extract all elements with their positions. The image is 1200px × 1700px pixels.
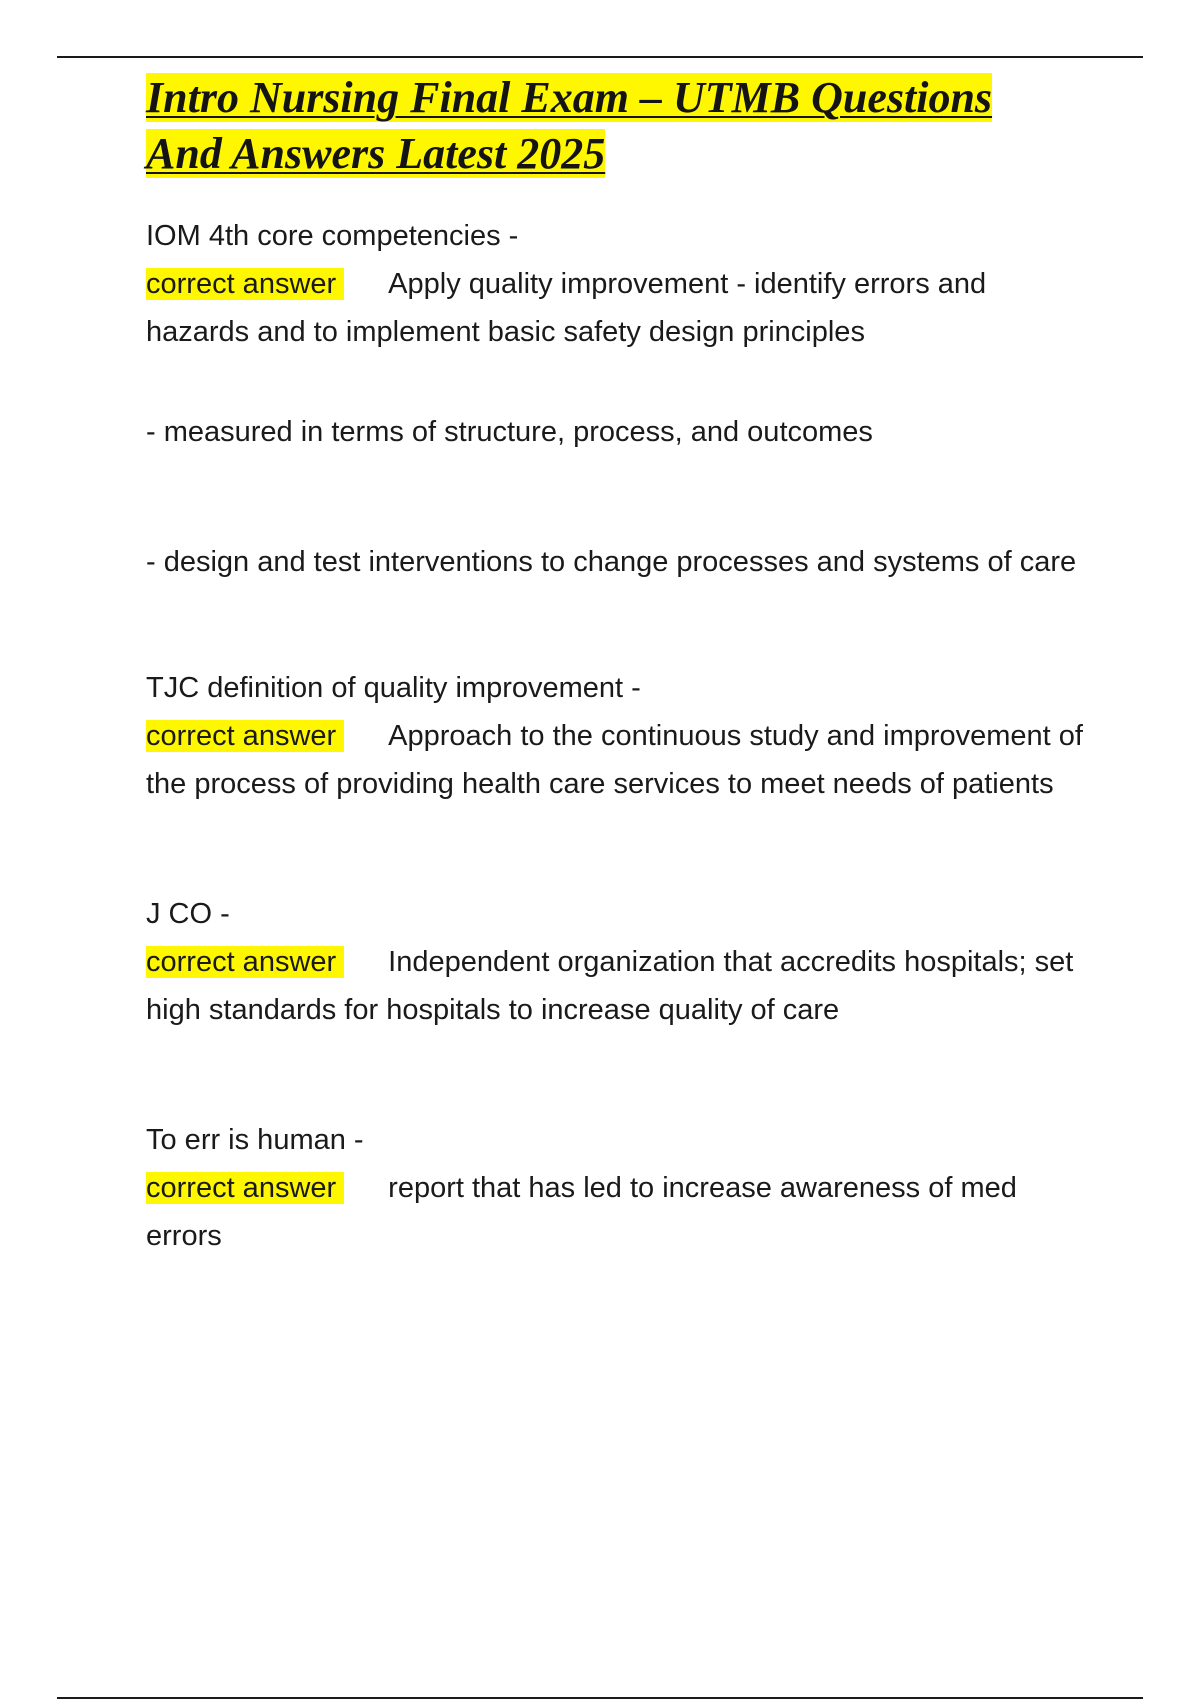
correct-answer-label: correct answer [146, 946, 344, 978]
answer-bullet: - design and test interventions to change processes and systems of care [146, 546, 1077, 578]
question-text: J CO - [146, 898, 230, 930]
question-text: To err is human - [146, 1124, 364, 1156]
qa-item [146, 890, 1096, 1034]
correct-answer-label: correct answer [146, 720, 344, 752]
answer-text: Apply quality improvement - identify errors and hazards and to implement basic safety design principles [146, 268, 987, 348]
correct-answer-label: correct answer [146, 268, 344, 300]
qa-item [146, 212, 1096, 356]
title-line-1: Intro Nursing Final Exam – UTMB Questions [146, 73, 993, 122]
correct-answer-label: correct answer [146, 1172, 344, 1204]
qa-list [146, 212, 1096, 1260]
answer-bullet: - measured in terms of structure, process, and outcomes [146, 416, 873, 448]
answer-text: report that has led to increase awareness of med errors [146, 1172, 1017, 1252]
question-text: IOM 4th core competencies - [146, 220, 519, 252]
qa-item [146, 664, 1096, 808]
top-rule [57, 56, 1143, 58]
title-line-2: And Answers Latest 2025 [146, 129, 606, 178]
answer-text: Approach to the continuous study and improvement of the process of providing health care services to meet needs of patients [146, 720, 1083, 800]
document-title [146, 70, 1096, 182]
question-text: TJC definition of quality improvement - [146, 672, 641, 704]
bottom-rule [57, 1697, 1143, 1699]
answer-text: Independent organization that accredits hospitals; set high standards for hospitals to increase quality of care [146, 946, 1074, 1026]
qa-item [146, 1116, 1096, 1260]
document-page [146, 70, 1096, 1342]
